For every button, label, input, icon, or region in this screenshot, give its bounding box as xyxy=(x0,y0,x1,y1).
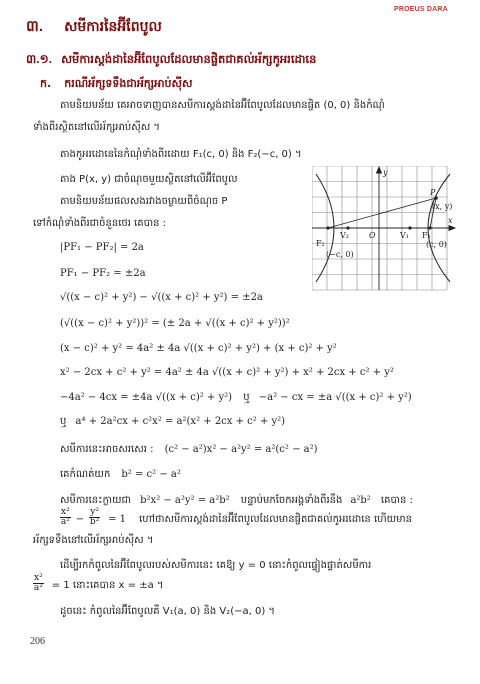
equation: (√((x − c)² + y²))² = (± 2a + √((x + c)² + y²))² xyxy=(60,318,290,329)
denominator: a² xyxy=(33,583,43,593)
paragraph-line: ទៅកំណុំទាំងពីរជាចំនួនថេរ គេបាន : xyxy=(33,218,167,229)
subsection-heading xyxy=(26,48,316,69)
f2-coords-label: (−c, 0) xyxy=(326,250,354,259)
numerator: x² xyxy=(61,507,70,517)
paragraph-line: តាង P(x, y) ជាចំណុចមួយស្ថិតនៅលើអ៊ីពែបូល xyxy=(60,174,238,185)
paragraph-row xyxy=(60,437,318,457)
case-title: ករណីអ័ក្សទទឹងជាអ័ក្សអាប់ស៊ីស xyxy=(64,77,193,90)
paragraph-text: សមីការនេះអាចសរសេរ : xyxy=(60,444,154,455)
paragraph-text: គេកំណត់យក xyxy=(60,469,111,480)
subsection-number: ៣.១. xyxy=(26,52,53,66)
equation: √((x − c)² + y²) − √((x + c)² + y²) = ±2a xyxy=(60,292,263,303)
paragraph-text: សមីការនេះក្លាយជា xyxy=(60,495,132,506)
vertex-equation-row xyxy=(33,573,163,593)
equation: PF₁ − PF₂ = ±2a xyxy=(60,268,146,279)
paragraph-line: តាមនិយមន័យផលសងរវាងចម្ងាយពីចំណុច P xyxy=(60,196,228,207)
equation: (c² − a²)x² − a²y² = a²(c² − a²) xyxy=(164,444,318,455)
equation: b²x² − a²y² = a²b² xyxy=(140,495,230,506)
fraction-x xyxy=(60,508,71,527)
standard-equation-row: $\frac{\text{x²}}{\text{a²}}$ − $\frac{\text{y²}}{\text{b²}}$ = 1 ហៅថាសមីការស្តង់ដានៃអ៊ីពែបូលដែលមានផ្ចិតជាគល់កូអរដោនេ ហើយមាន xyxy=(60,507,413,527)
equation: −4a² − 4cx = ±4a √((x + c)² + y²) xyxy=(60,392,233,403)
numerator: y² xyxy=(90,507,99,517)
v1-label: V₁ xyxy=(400,231,409,240)
equation: (x − c)² + y² = 4a² ± 4a √((x + c)² + y²) + (x + c)² + y² xyxy=(60,343,337,354)
axes xyxy=(312,167,455,290)
p-label: P xyxy=(430,188,436,197)
paragraph-text: បន្ទាប់មកចែកអង្គទាំងពីរនឹង xyxy=(240,495,343,506)
fraction-y xyxy=(89,508,100,527)
subsection-title: សមីការស្តង់ដានៃអ៊ីពែបូលដែលមានផ្ចិតជាគល់អ័ក្សកូអរដោនេ xyxy=(61,52,317,66)
segment-pf2 xyxy=(328,198,436,228)
y-axis-label: y xyxy=(383,168,388,177)
equation: x² − 2cx + c² + y² = 4a² ± 4a √((x + c)² + y²) + x² + 2cx + c² + y² xyxy=(60,367,394,378)
equation: = 1 xyxy=(108,514,126,525)
or-word: ឬ xyxy=(243,392,250,403)
header-tag: PROEUS DARA xyxy=(394,6,448,13)
equation: a⁴ + 2a²cx + c²x² = a²(x² + 2cx + c² + y²) xyxy=(75,416,286,427)
paragraph-row xyxy=(60,462,181,482)
equation: a²b² xyxy=(350,495,371,506)
or-word: ឬ xyxy=(60,416,67,427)
equation: |PF₁ − PF₂| = 2a xyxy=(60,242,144,253)
section-heading xyxy=(26,16,162,39)
equation: −a² − cx = ±a √((x + c)² + y²) xyxy=(258,392,412,403)
section-title: សមីការនៃអ៊ីពែបូល xyxy=(64,19,162,35)
paragraph-line: ដូចនេះ កំពូលនៃអ៊ីពែបូលគឺ V₁(a, 0) និង V₂(−a, 0) ។ xyxy=(60,606,275,617)
denominator: a² xyxy=(60,517,70,527)
origin-label: O xyxy=(369,231,376,240)
paragraph-line: អ័ក្សទទឹងនៅលើអ័ក្សអាប់ស៊ីស ។ xyxy=(33,535,154,546)
paragraph-text: = 1 នោះគេបាន x = ±a ។ xyxy=(51,580,164,591)
numerator: x² xyxy=(34,573,43,583)
section-number: ៣. xyxy=(26,18,43,35)
paragraph-line: ដើម្បីរកកំពូលនៃអ៊ីពែបូលរបស់សមីការនេះ គេឱ្យ y = 0 នោះកំពូលផ្ទៀងផ្ទាត់សមីការ xyxy=(60,560,372,571)
f2-label: F₂ xyxy=(316,239,325,248)
page-number: 206 xyxy=(30,636,45,647)
paragraph-row xyxy=(60,488,413,508)
f1-label: F₁ xyxy=(422,231,431,240)
p-coords-label: (x, y) xyxy=(432,202,453,211)
point-v2 xyxy=(346,226,349,229)
case-label: ក. xyxy=(40,77,52,90)
equation-row xyxy=(60,414,285,429)
equation: b² = c² − a² xyxy=(121,469,181,480)
paragraph-line: តាមនិយមន័យ គេអាចទាញបានសមីការស្តង់ដានៃអ៊ីពែបូលដែលមានផ្ចិត (0, 0) និងកំណុំ xyxy=(60,100,385,111)
point-f1 xyxy=(428,226,431,229)
point-f2 xyxy=(326,226,329,229)
paragraph-text: ហៅថាសមីការស្តង់ដានៃអ៊ីពែបូលដែលមានផ្ចិតជាគល់កូអរដោនេ ហើយមាន xyxy=(139,514,413,525)
paragraph-line: តាងកូអរដោនេនៃកំណុំទាំងពីរដោយ F₁(c, 0) និង F₂(−c, 0) ។ xyxy=(60,149,302,160)
v2-label: V₂ xyxy=(340,231,349,240)
equation-row xyxy=(60,390,412,405)
f1-coords-label: (c, 0) xyxy=(426,240,447,249)
point-v1 xyxy=(408,226,411,229)
hyperbola-figure xyxy=(312,166,460,294)
fraction-x xyxy=(33,574,44,593)
denominator: b² xyxy=(89,517,100,527)
paragraph-text: គេបាន : xyxy=(380,495,413,506)
paragraph-line: ទាំងពីរស្ថិតនៅលើអ័ក្សអាប់ស៊ីស ។ xyxy=(33,122,161,133)
x-axis-label: x xyxy=(448,216,453,225)
case-heading xyxy=(40,72,192,93)
